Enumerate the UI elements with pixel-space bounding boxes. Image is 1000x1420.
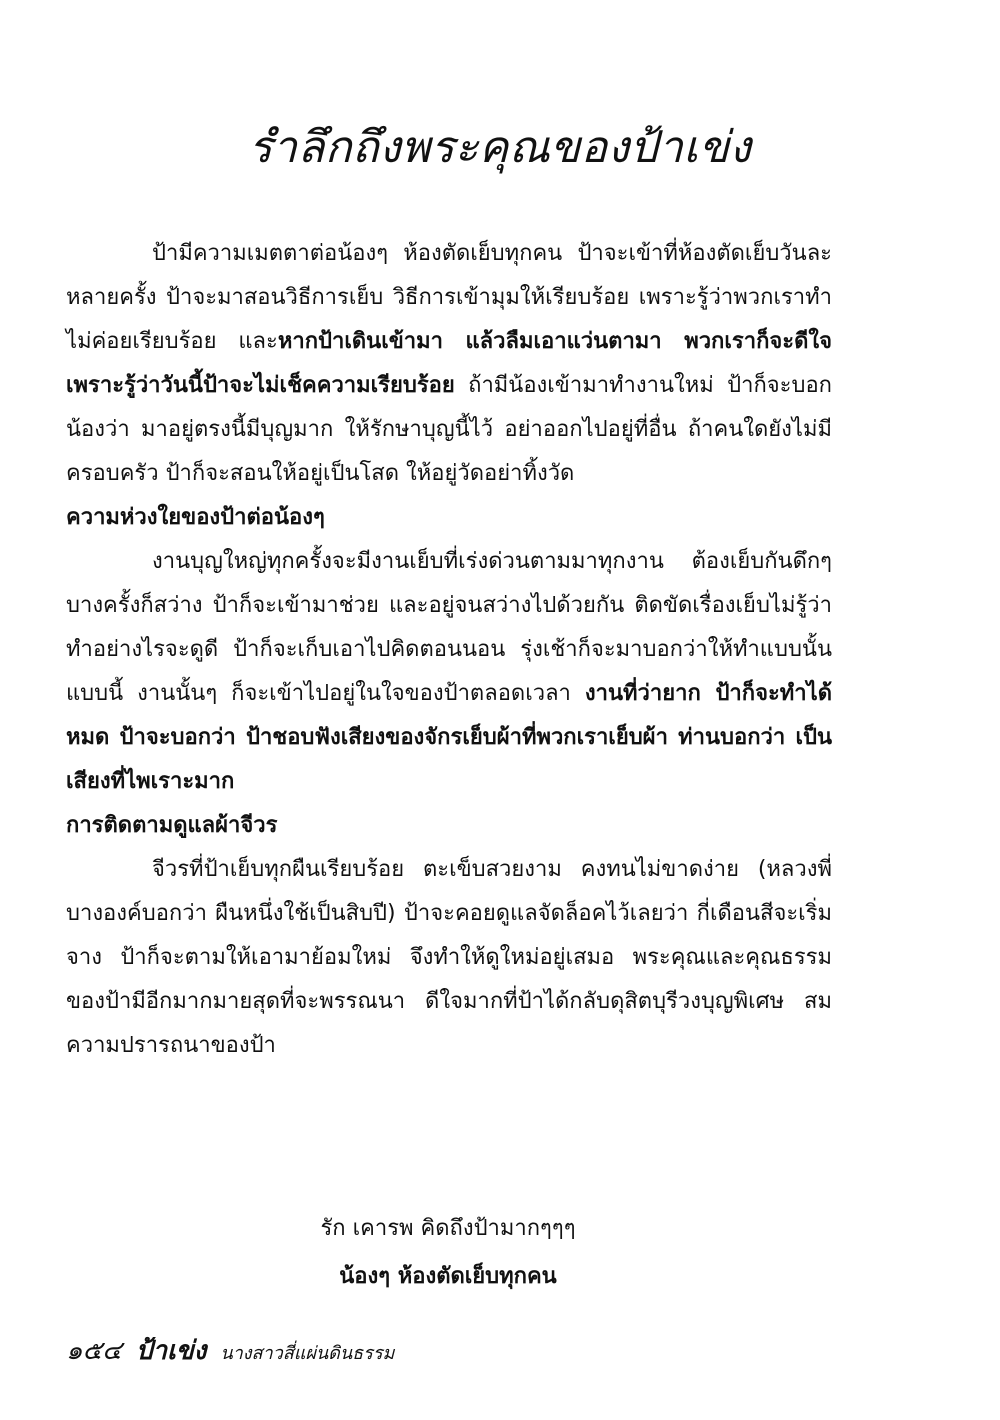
paragraph-1-text-end: ถ้ามีน้องเข้ามาทำงานใหม่ ป้าก็จะบอกน้องว่า มาอยู่ตรงนี้มีบุญมาก ให้รักษาบุญนี้ไว้ อย่าออกไปอยู่ที่อื่น ถ้าคนใดยังไม่มีครอบครัว ป้าก็จะสอนให้อยู่เป็นโสด ให้อยู่วัดอย่าทิ้งวัด <box>66 373 832 486</box>
closing-line: รัก เคารพ คิดถึงป้ามากๆๆๆ <box>320 1216 576 1241</box>
page-footer <box>66 1330 394 1371</box>
section-heading-care: ความห่วงใยของป้าต่อน้องๆ <box>66 505 325 530</box>
paragraph-1-text: ป้ามีความเมตตาต่อน้องๆ ห้องตัดเย็บทุกคน ป้าจะเข้าที่ห้องตัดเย็บวันละหลายครั้ง ป้าจะมาสอนวิธีการเย็บ วิธีการเข้ามุมให้เรียบร้อย เพราะรู้ว่าพวกเราทำไม่ค่อยเรียบร้อย และ <box>66 241 832 354</box>
signature-line: น้องๆ ห้องตัดเย็บทุกคน <box>339 1264 557 1289</box>
paragraph-2 <box>66 540 832 804</box>
paragraph-1-bold: หากป้าเดินเข้ามา แล้วลืมเอาแว่นตามา พวกเราก็จะดีใจ เพราะรู้ว่าวันนี้ป้าจะไม่เช็คความเรียบร้อย <box>66 329 833 398</box>
book-subtitle: นางสาวสี่แผ่นดินธรรม <box>220 1343 395 1364</box>
page-number: ๑๕๔ <box>66 1336 122 1366</box>
paragraph-2-text: งานบุญใหญ่ทุกครั้งจะมีงานเย็บที่เร่งด่วนตามมาทุกงาน ต้องเย็บกันดึกๆ บางครั้งก็สว่าง ป้าก็จะเข้ามาช่วย และอยู่จนสว่างไปด้วยกัน ติดขัดเรื่องเย็บไม่รู้ว่าทำอย่างไรจะดูดี ป้าก็จะเก็บเอาไปคิดตอนนอน รุ่งเช้าก็จะมาบอกว่าให้ทำแบบนั้นแบบนี้ งานนั้นๆ ก็จะเข้าไปอยู่ในใจของป้าตลอดเวลา <box>66 549 832 706</box>
page-title: รำลึกถึงพระคุณของป้าเข่ง <box>248 122 752 173</box>
body-text <box>66 232 832 1068</box>
paragraph-2-bold: งานที่ว่ายาก ป้าก็จะทำได้หมด ป้าจะบอกว่า ป้าชอบฟังเสียงของจักรเย็บผ้าที่พวกเราเย็บผ้า ท่านบอกว่า เป็นเสียงที่ไพเราะมาก <box>66 681 832 794</box>
paragraph-3: จีวรที่ป้าเย็บทุกผืนเรียบร้อย ตะเข็บสวยงาม คงทนไม่ขาดง่าย (หลวงพี่บางองค์บอกว่า ผืนหนึ่งใช้เป็นสิบปี) ป้าจะคอยดูแลจัดล็อคไว้เลยว่า กี่เดือนสีจะเริ่มจาง ป้าก็จะตามให้เอามาย้อมใหม่ จึงทำให้ดูใหม่อยู่เสมอ พระคุณและคุณธรรมของป้ามีอีกมากมายสุดที่จะพรรณนา ดีใจมากที่ป้าได้กลับดุสิตบุรีวงบุญพิเศษ สมความปรารถนาของป้า <box>66 857 832 1058</box>
section-heading-robes: การติดตามดูแลผ้าจีวร <box>66 813 278 838</box>
book-title: ป้าเข่ง <box>135 1336 207 1366</box>
paragraph-1 <box>66 232 832 496</box>
